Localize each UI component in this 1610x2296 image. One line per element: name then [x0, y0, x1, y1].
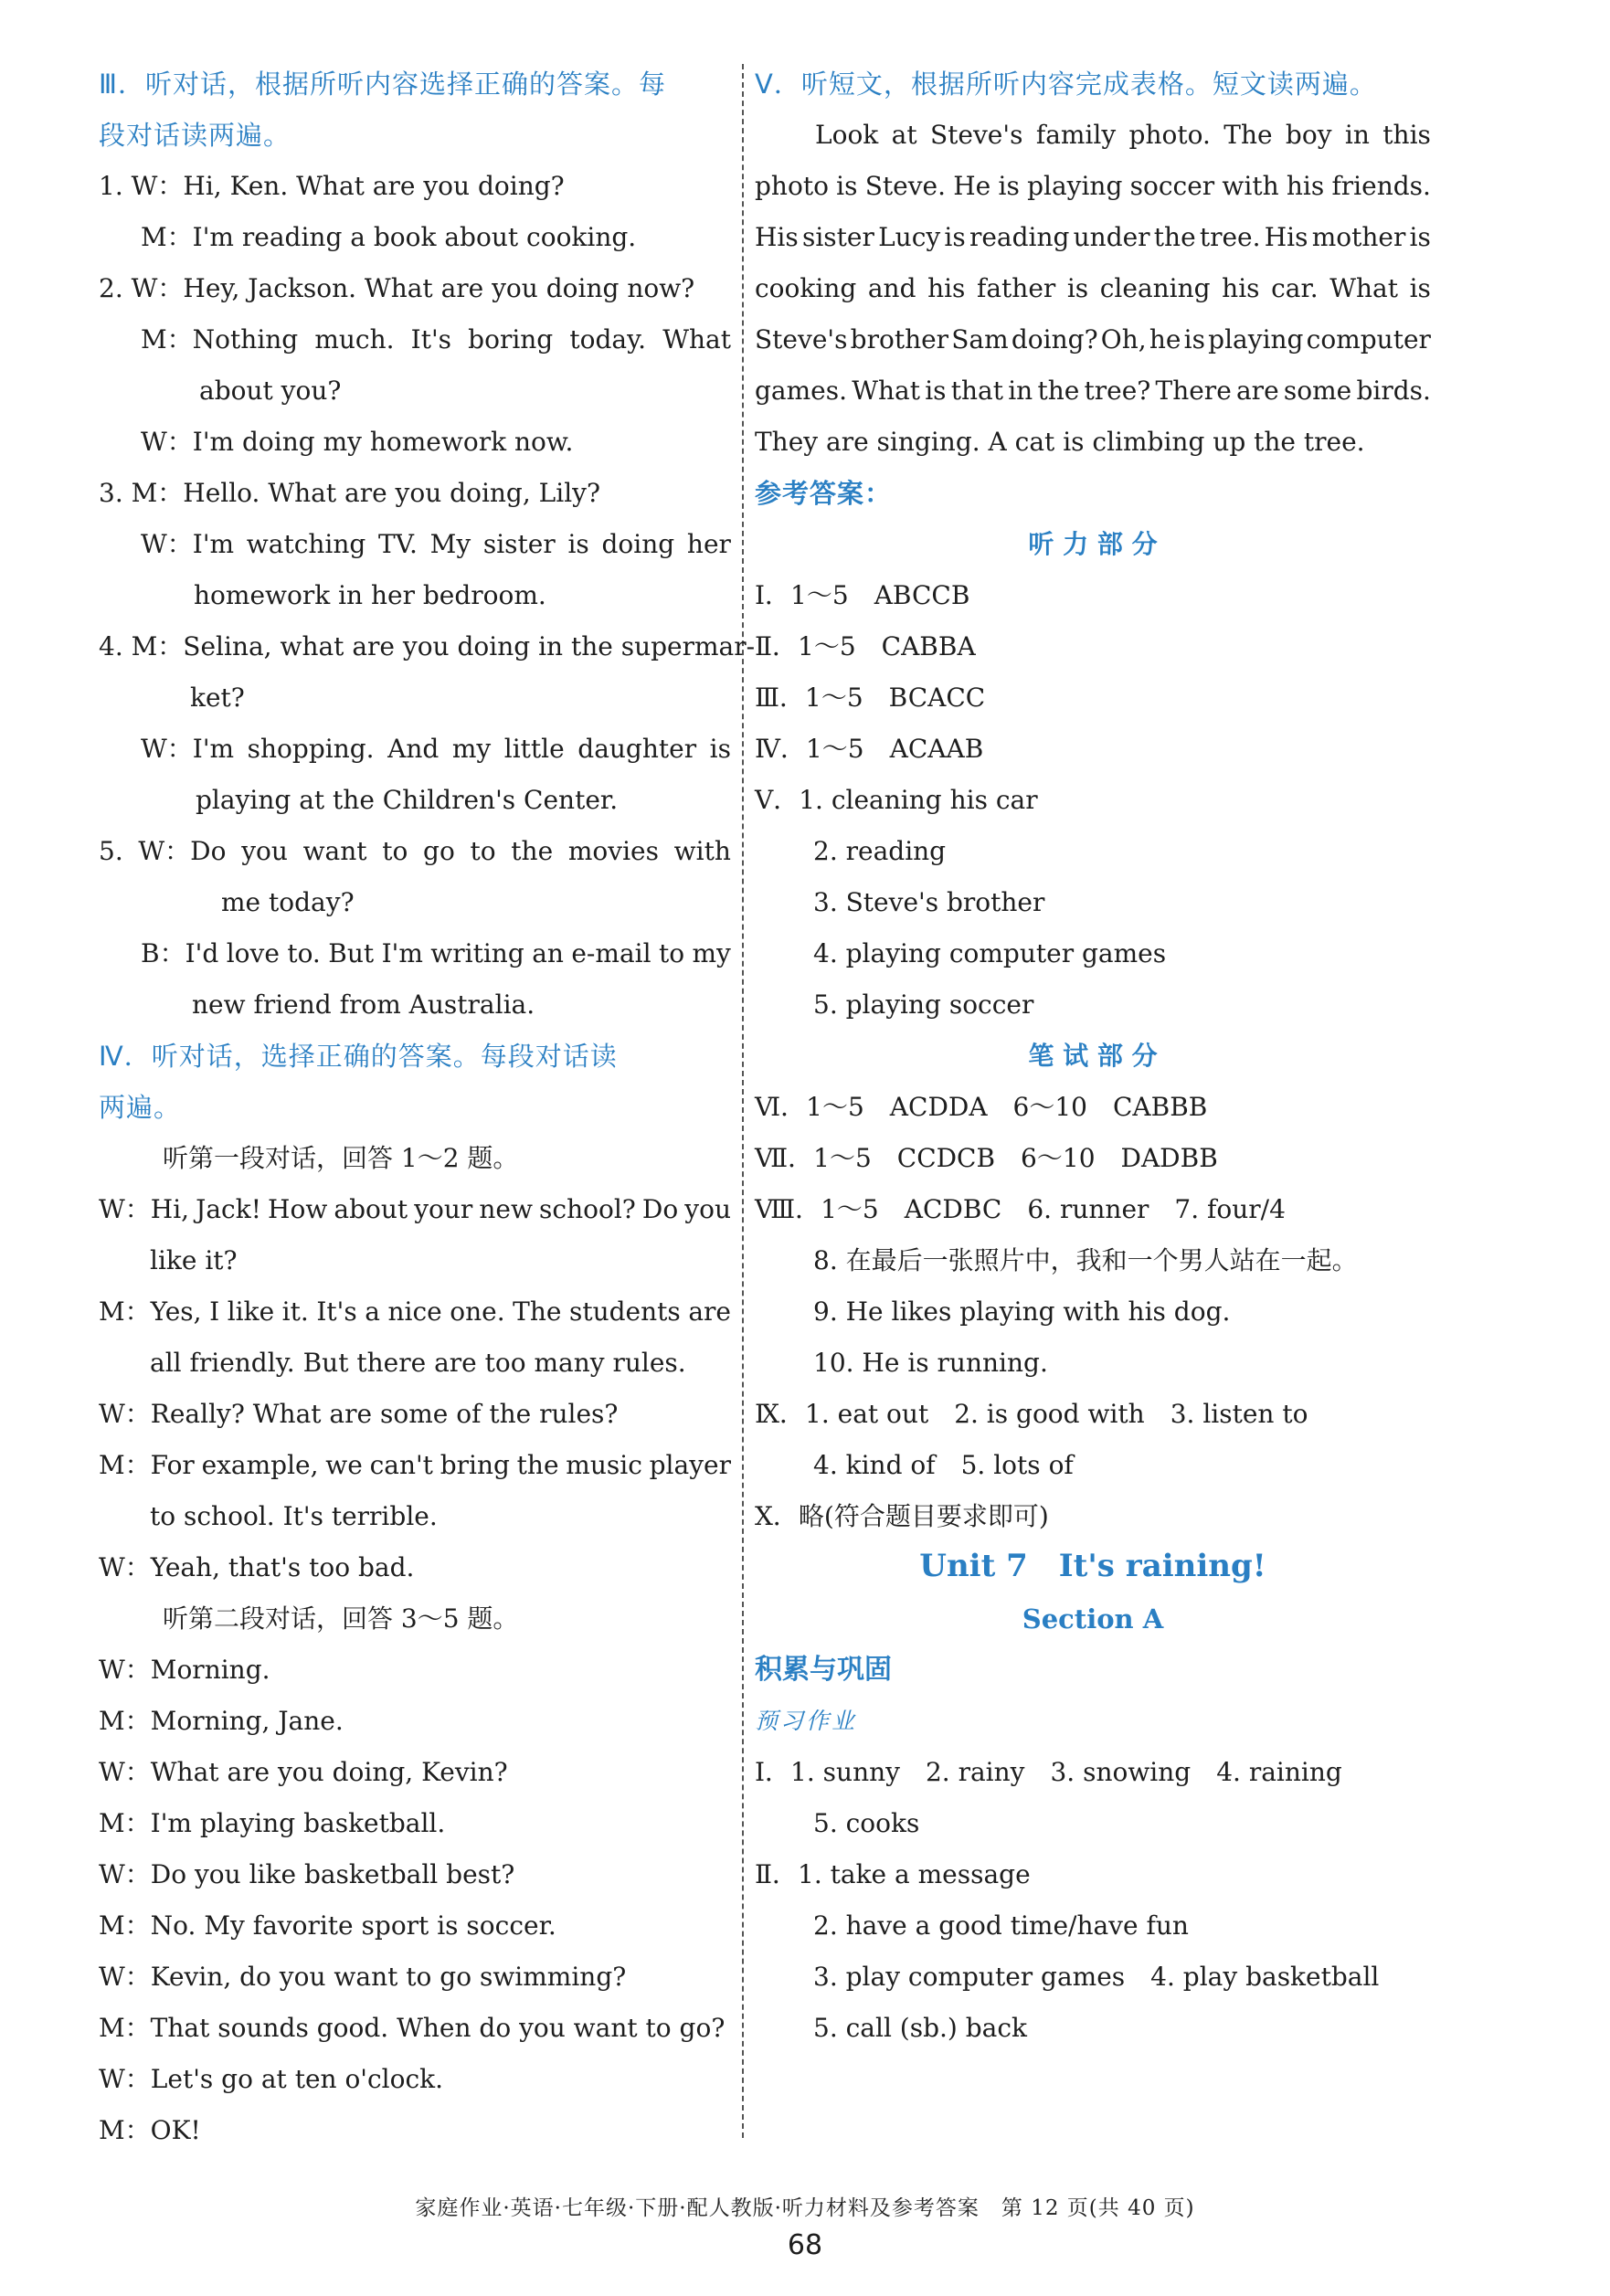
answer-line: 4. kind of 5. lots of	[813, 1450, 1074, 1480]
passage-1-line: W：Really? What are some of the rules?	[99, 1399, 619, 1429]
column-divider	[742, 64, 744, 2138]
passage-text-line: photo is Steve. He is playing soccer with his friends.	[755, 171, 1431, 201]
passage-1-line: M：For example, we can't bring the music player	[99, 1450, 731, 1480]
passage-1-line: all friendly. But there are too many rules.	[150, 1348, 686, 1378]
dialogue-2-m: M：Nothing much. It's boring today. What	[141, 324, 731, 354]
passage-text-line: His sister Lucy is reading under the tree. His mother is	[755, 222, 1431, 252]
dialogue-5-b-cont: new friend from Australia.	[192, 989, 535, 1020]
dialogue-3-w-cont: homework in her bedroom.	[194, 580, 546, 610]
passage-1-line: to school. It's terrible.	[150, 1501, 438, 1531]
answer-line: 3. Steve's brother	[813, 887, 1045, 917]
page-number: 68	[787, 2229, 823, 2261]
dialogue-2-m-cont: about you?	[199, 376, 342, 406]
passage-2-line: M：OK!	[99, 2115, 201, 2145]
answer-line: Ⅶ．1～5 CCDCB 6～10 DADBB	[755, 1143, 1218, 1173]
passage-2-line: W：Let's go at ten o'clock.	[99, 2064, 444, 2094]
answer-line: Ⅴ．1. cleaning his car	[755, 785, 1038, 815]
dialogue-2-w: 2. W：Hey, Jackson. What are you doing now?	[99, 273, 695, 303]
reference-answers-label: 参考答案：	[755, 478, 893, 509]
passage-text-line: Look at Steve's family photo. The boy in this	[815, 120, 1431, 150]
passage-1-line: W：Hi, Jack! How about your new school? Do you	[99, 1194, 731, 1224]
answer-line: Ⅷ．1～5 ACDBC 6. runner 7. four/4	[755, 1194, 1286, 1224]
answer-line: 10. He is running.	[813, 1348, 1048, 1378]
dialogue-4-m-cont: ket?	[190, 682, 245, 713]
section-3-heading: Ⅲ．听对话，根据所听内容选择正确的答案。每	[99, 69, 666, 100]
dialogue-1-m: M：I'm reading a book about cooking.	[141, 222, 637, 252]
answer-line: Ⅳ．1～5 ACAAB	[755, 734, 984, 764]
answer-line: Ⅸ．1. eat out 2. is good with 3. listen to	[755, 1399, 1308, 1429]
answer-line: 9. He likes playing with his dog.	[813, 1296, 1231, 1327]
answer-line: 4. playing computer games	[813, 938, 1167, 968]
passage-2-line: M：I'm playing basketball.	[99, 1808, 446, 1838]
passage-text-line: cooking and his father is cleaning his car. What is	[755, 273, 1431, 303]
dialogue-4-m: 4. M：Selina, what are you doing in the supermar-	[99, 631, 756, 661]
answer-line: 2. have a good time/have fun	[813, 1910, 1189, 1941]
passage-1-line: M：Yes, I like it. It's a nice one. The students are	[99, 1296, 731, 1327]
listening-part-title: 听 力 部 分	[1028, 529, 1158, 559]
dialogue-2-w2: W：I'm doing my homework now.	[141, 427, 574, 457]
section-title: Section A	[1022, 1603, 1164, 1635]
dialogue-3-w: W：I'm watching TV. My sister is doing her	[141, 529, 731, 559]
answer-line: Ⅱ．1～5 CABBA	[755, 631, 976, 661]
dialogue-5-b: B：I'd love to. But I'm writing an e-mail to my	[141, 938, 731, 968]
answer-line: Ⅲ．1～5 BCACC	[755, 682, 986, 713]
passage-text-line: games. What is that in the tree? There are some birds.	[755, 376, 1431, 406]
section-4-heading: Ⅳ．听对话，选择正确的答案。每段对话读	[99, 1041, 618, 1072]
section-4-heading-cont: 两遍。	[99, 1092, 182, 1123]
unit-title: Unit 7 It's raining!	[919, 1548, 1266, 1584]
dialogue-1-w: 1. W：Hi, Ken. What are you doing?	[99, 171, 565, 201]
passage-1-line: W：Yeah, that's too bad.	[99, 1552, 415, 1582]
section-3-heading-cont: 段对话读两遍。	[99, 120, 291, 151]
passage-2-line: M：Morning, Jane.	[99, 1706, 344, 1736]
answer-line: Ⅰ．1～5 ABCCB	[755, 580, 970, 610]
passage-text-line: They are singing. A cat is climbing up the tree.	[755, 427, 1365, 457]
dialogue-5-w-cont: me today?	[221, 887, 355, 917]
accumulation-heading: 积累与巩固	[755, 1654, 892, 1686]
section-5-heading: Ⅴ．听短文，根据所听内容完成表格。短文读两遍。	[755, 69, 1377, 100]
answer-line: 5. call (sb.) back	[813, 2013, 1028, 2043]
answer-line: Ⅱ．1. take a message	[755, 1859, 1031, 1889]
writing-part-title: 笔 试 部 分	[1028, 1041, 1158, 1071]
passage-text-line: Steve's brother Sam doing? Oh, he is playing computer	[755, 324, 1431, 354]
passage-2-line: M：No. My favorite sport is soccer.	[99, 1910, 556, 1941]
dialogue-4-w-cont: playing at the Children's Center.	[196, 785, 619, 815]
passage-2-line: W：What are you doing, Kevin?	[99, 1757, 508, 1787]
answer-line: Ⅹ．略(符合题目要求即可)	[755, 1501, 1049, 1531]
passage-2-line: M：That sounds good. When do you want to go?	[99, 2013, 726, 2043]
passage-2-intro: 听第二段对话，回答 3～5 题。	[163, 1603, 519, 1634]
answer-line: 2. reading	[813, 836, 947, 866]
passage-2-line: W：Kevin, do you want to go swimming?	[99, 1962, 627, 1992]
passage-1-intro: 听第一段对话，回答 1～2 题。	[163, 1143, 519, 1173]
answer-line: 5. cooks	[813, 1808, 920, 1838]
answer-line: Ⅵ．1～5 ACDDA 6～10 CABBB	[755, 1092, 1208, 1122]
answer-line: 8. 在最后一张照片中，我和一个男人站在一起。	[813, 1245, 1358, 1275]
passage-2-line: W：Morning.	[99, 1655, 270, 1685]
dialogue-5-w: 5. W：Do you want to go to the movies with	[99, 836, 731, 866]
dialogue-4-w: W：I'm shopping. And my little daughter is	[141, 734, 731, 764]
dialogue-3-m: 3. M：Hello. What are you doing, Lily?	[99, 478, 600, 508]
page-footer: 家庭作业·英语·七年级·下册·配人教版·听力材料及参考答案 第 12 页(共 40 页)	[415, 2196, 1195, 2220]
answer-line: 3. play computer games 4. play basketball	[813, 1962, 1380, 1992]
answer-line: 5. playing soccer	[813, 989, 1034, 1020]
preview-homework-heading: 预习作业	[755, 1708, 858, 1734]
passage-2-line: W：Do you like basketball best?	[99, 1859, 515, 1889]
passage-1-line: like it?	[150, 1245, 238, 1275]
answer-line: Ⅰ．1. sunny 2. rainy 3. snowing 4. raining	[755, 1757, 1342, 1787]
